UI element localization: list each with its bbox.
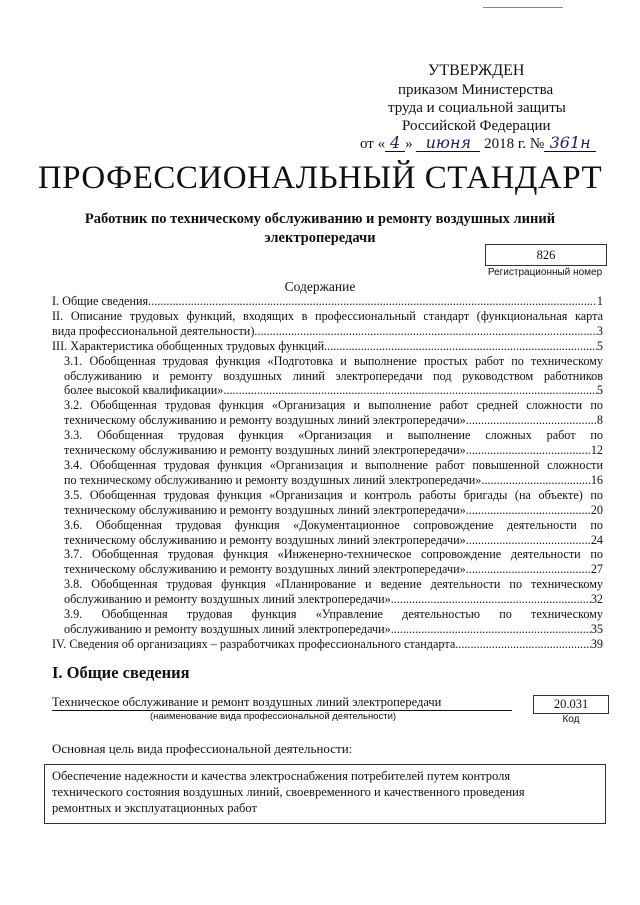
activity-code-caption: Код xyxy=(562,714,580,725)
standard-name: Работник по техническому обслуживанию и ремонту воздушных линий электропередачи xyxy=(84,211,556,246)
toc-item-text: 3.7. Обобщенная трудовая функция «Инженерно-техническое сопровождение деятельности по xyxy=(64,547,603,562)
toc-item[interactable] xyxy=(52,309,603,339)
toc-leader-dots xyxy=(455,637,591,652)
toc-item-text: II. Описание трудовых функций, входящих в профессиональный стандарт (функциональная карта xyxy=(52,308,603,323)
activity-caption: (наименование вида профессиональной деятельности) xyxy=(150,711,397,722)
toc-item[interactable] xyxy=(52,428,603,458)
toc-item[interactable] xyxy=(52,607,603,637)
date-year: 2018 г. № xyxy=(484,136,545,152)
toc-item-text: 3.3. Обобщенная трудовая функция «Организация и выполнение сложных работ по xyxy=(64,428,603,443)
toc-item-text: I. Общие сведения xyxy=(52,294,149,308)
toc-leader-dots xyxy=(466,413,597,428)
registration-number-box: 826 xyxy=(485,244,607,266)
toc-page-number: 5 xyxy=(596,383,603,398)
toc-item[interactable] xyxy=(52,458,603,488)
toc-item-text: III. Характеристика обобщенных трудовых функций xyxy=(52,338,325,353)
toc-page-number: 12 xyxy=(590,443,603,458)
toc-item-text: обслуживанию и ремонту воздушных линий электропередачи под руководством работников xyxy=(64,368,603,383)
activity-code: 20.031 xyxy=(533,695,609,714)
toc-item-text: более высокой квалификации» xyxy=(64,383,224,398)
toc-item[interactable] xyxy=(52,547,603,577)
section-heading: I. Общие сведения xyxy=(52,663,190,682)
toc-item-text: обслуживанию и ремонту воздушных линий электропередачи» xyxy=(64,592,391,607)
toc-item-text: техническому обслуживанию и ремонту воздушных линий электропередачи» xyxy=(64,443,466,458)
toc-item-text: техническому обслуживанию и ремонту воздушных линий электропередачи» xyxy=(64,562,466,577)
toc-item[interactable] xyxy=(52,354,603,399)
toc-page-number: 24 xyxy=(590,532,603,547)
toc-item-text: 3.4. Обобщенная трудовая функция «Организация и выполнение работ повышенной сложности xyxy=(64,457,603,472)
toc-page-number: 16 xyxy=(590,472,603,487)
activity-name: Техническое обслуживание и ремонт воздушных линий электропередачи xyxy=(52,695,512,711)
toc-item-text: техническому обслуживанию и ремонту воздушных линий электропередачи» xyxy=(64,502,466,517)
toc-item-text: IV. Сведения об организациях – разработчиках профессионального стандарта xyxy=(52,636,456,651)
approval-title: УТВЕРЖДЕН xyxy=(428,62,525,79)
toc-page-number: 39 xyxy=(590,636,603,651)
toc-item-text: 3.2. Обобщенная трудовая функция «Организация и выполнение работ средней сложности по xyxy=(64,398,603,413)
toc-leader-dots xyxy=(466,562,591,577)
toc-leader-dots xyxy=(466,443,591,458)
toc-page-number: 20 xyxy=(590,502,603,517)
toc-item[interactable] xyxy=(52,637,603,652)
toc-leader-dots xyxy=(466,533,591,548)
toc-leader-dots xyxy=(391,592,591,607)
toc-item-text: обслуживанию и ремонту воздушных линий электропередачи» xyxy=(64,621,391,636)
toc-item-text: 3.1. Обобщенная трудовая функция «Подготовка и выполнение простых работ по техническому xyxy=(64,353,603,368)
purpose-line: Обеспечение надежности и качества электроснабжения потребителей путем контроля xyxy=(52,769,511,783)
toc-leader-dots xyxy=(391,622,591,637)
document-title: ПРОФЕССИОНАЛЬНЫЙ СТАНДАРТ xyxy=(37,160,603,196)
toc-item-text: 3.5. Обобщенная трудовая функция «Организация и контроль работы бригады (на объекте) по xyxy=(64,487,603,502)
purpose-text xyxy=(52,768,582,816)
toc-leader-dots xyxy=(254,324,597,339)
order-number: 361н xyxy=(544,135,596,152)
purpose-line: технического состояния воздушных линий, своевременного и качественного проведения xyxy=(52,785,525,799)
toc-item[interactable] xyxy=(52,398,603,428)
toc-page-number: 27 xyxy=(590,562,603,577)
purpose-label: Основная цель вида профессиональной деятельности: xyxy=(52,741,353,756)
toc-item-text: техническому обслуживанию и ремонту воздушных линий электропередачи» xyxy=(64,413,466,428)
toc-page-number: 1 xyxy=(596,294,603,308)
toc-leader-dots xyxy=(324,339,597,354)
toc-page-number: 35 xyxy=(590,621,603,636)
toc-heading: Содержание xyxy=(284,279,356,294)
toc-page-number: 3 xyxy=(596,323,603,338)
approval-line: труда и социальной защиты xyxy=(388,100,566,116)
date-day: 4 xyxy=(385,135,405,152)
toc-page-number: 8 xyxy=(596,413,603,428)
toc-item-text: 3.6. Обобщенная трудовая функция «Документационное сопровождение деятельности по xyxy=(64,517,603,532)
toc-item[interactable] xyxy=(52,518,603,548)
date-mid: » xyxy=(405,136,413,152)
toc-item[interactable] xyxy=(52,339,603,354)
approval-line: приказом Министерства xyxy=(398,82,554,98)
date-prefix: от « xyxy=(360,136,386,152)
toc-leader-dots xyxy=(148,294,597,309)
purpose-line: ремонтных и эксплуатационных работ xyxy=(52,801,257,815)
registration-number-label: Регистрационный номер xyxy=(487,267,603,278)
toc-leader-dots xyxy=(481,473,590,488)
table-of-contents xyxy=(52,294,603,652)
toc-item-text: вида профессиональной деятельности) xyxy=(52,323,255,338)
toc-page-number: 5 xyxy=(596,338,603,353)
toc-item-text: 3.8. Обобщенная трудовая функция «Планирование и ведение деятельности по техническому xyxy=(64,577,603,592)
toc-item-text: 3.9. Обобщенная трудовая функция «Управление деятельностью по техническому xyxy=(64,607,603,622)
toc-leader-dots xyxy=(223,383,597,398)
toc-item-text: техническому обслуживанию и ремонту воздушных линий электропередачи» xyxy=(64,532,466,547)
toc-page-number: 32 xyxy=(590,592,603,607)
approval-line: Российской Федерации xyxy=(402,118,551,134)
date-month: июня xyxy=(416,135,480,152)
toc-item[interactable] xyxy=(52,294,603,309)
toc-item-text: по техническому обслуживанию и ремонту воздушных линий электропередачи» xyxy=(64,472,482,487)
toc-item[interactable] xyxy=(52,577,603,607)
toc-item[interactable] xyxy=(52,488,603,518)
toc-leader-dots xyxy=(466,503,591,518)
scan-mark xyxy=(483,7,563,8)
approval-date-line xyxy=(360,135,596,153)
